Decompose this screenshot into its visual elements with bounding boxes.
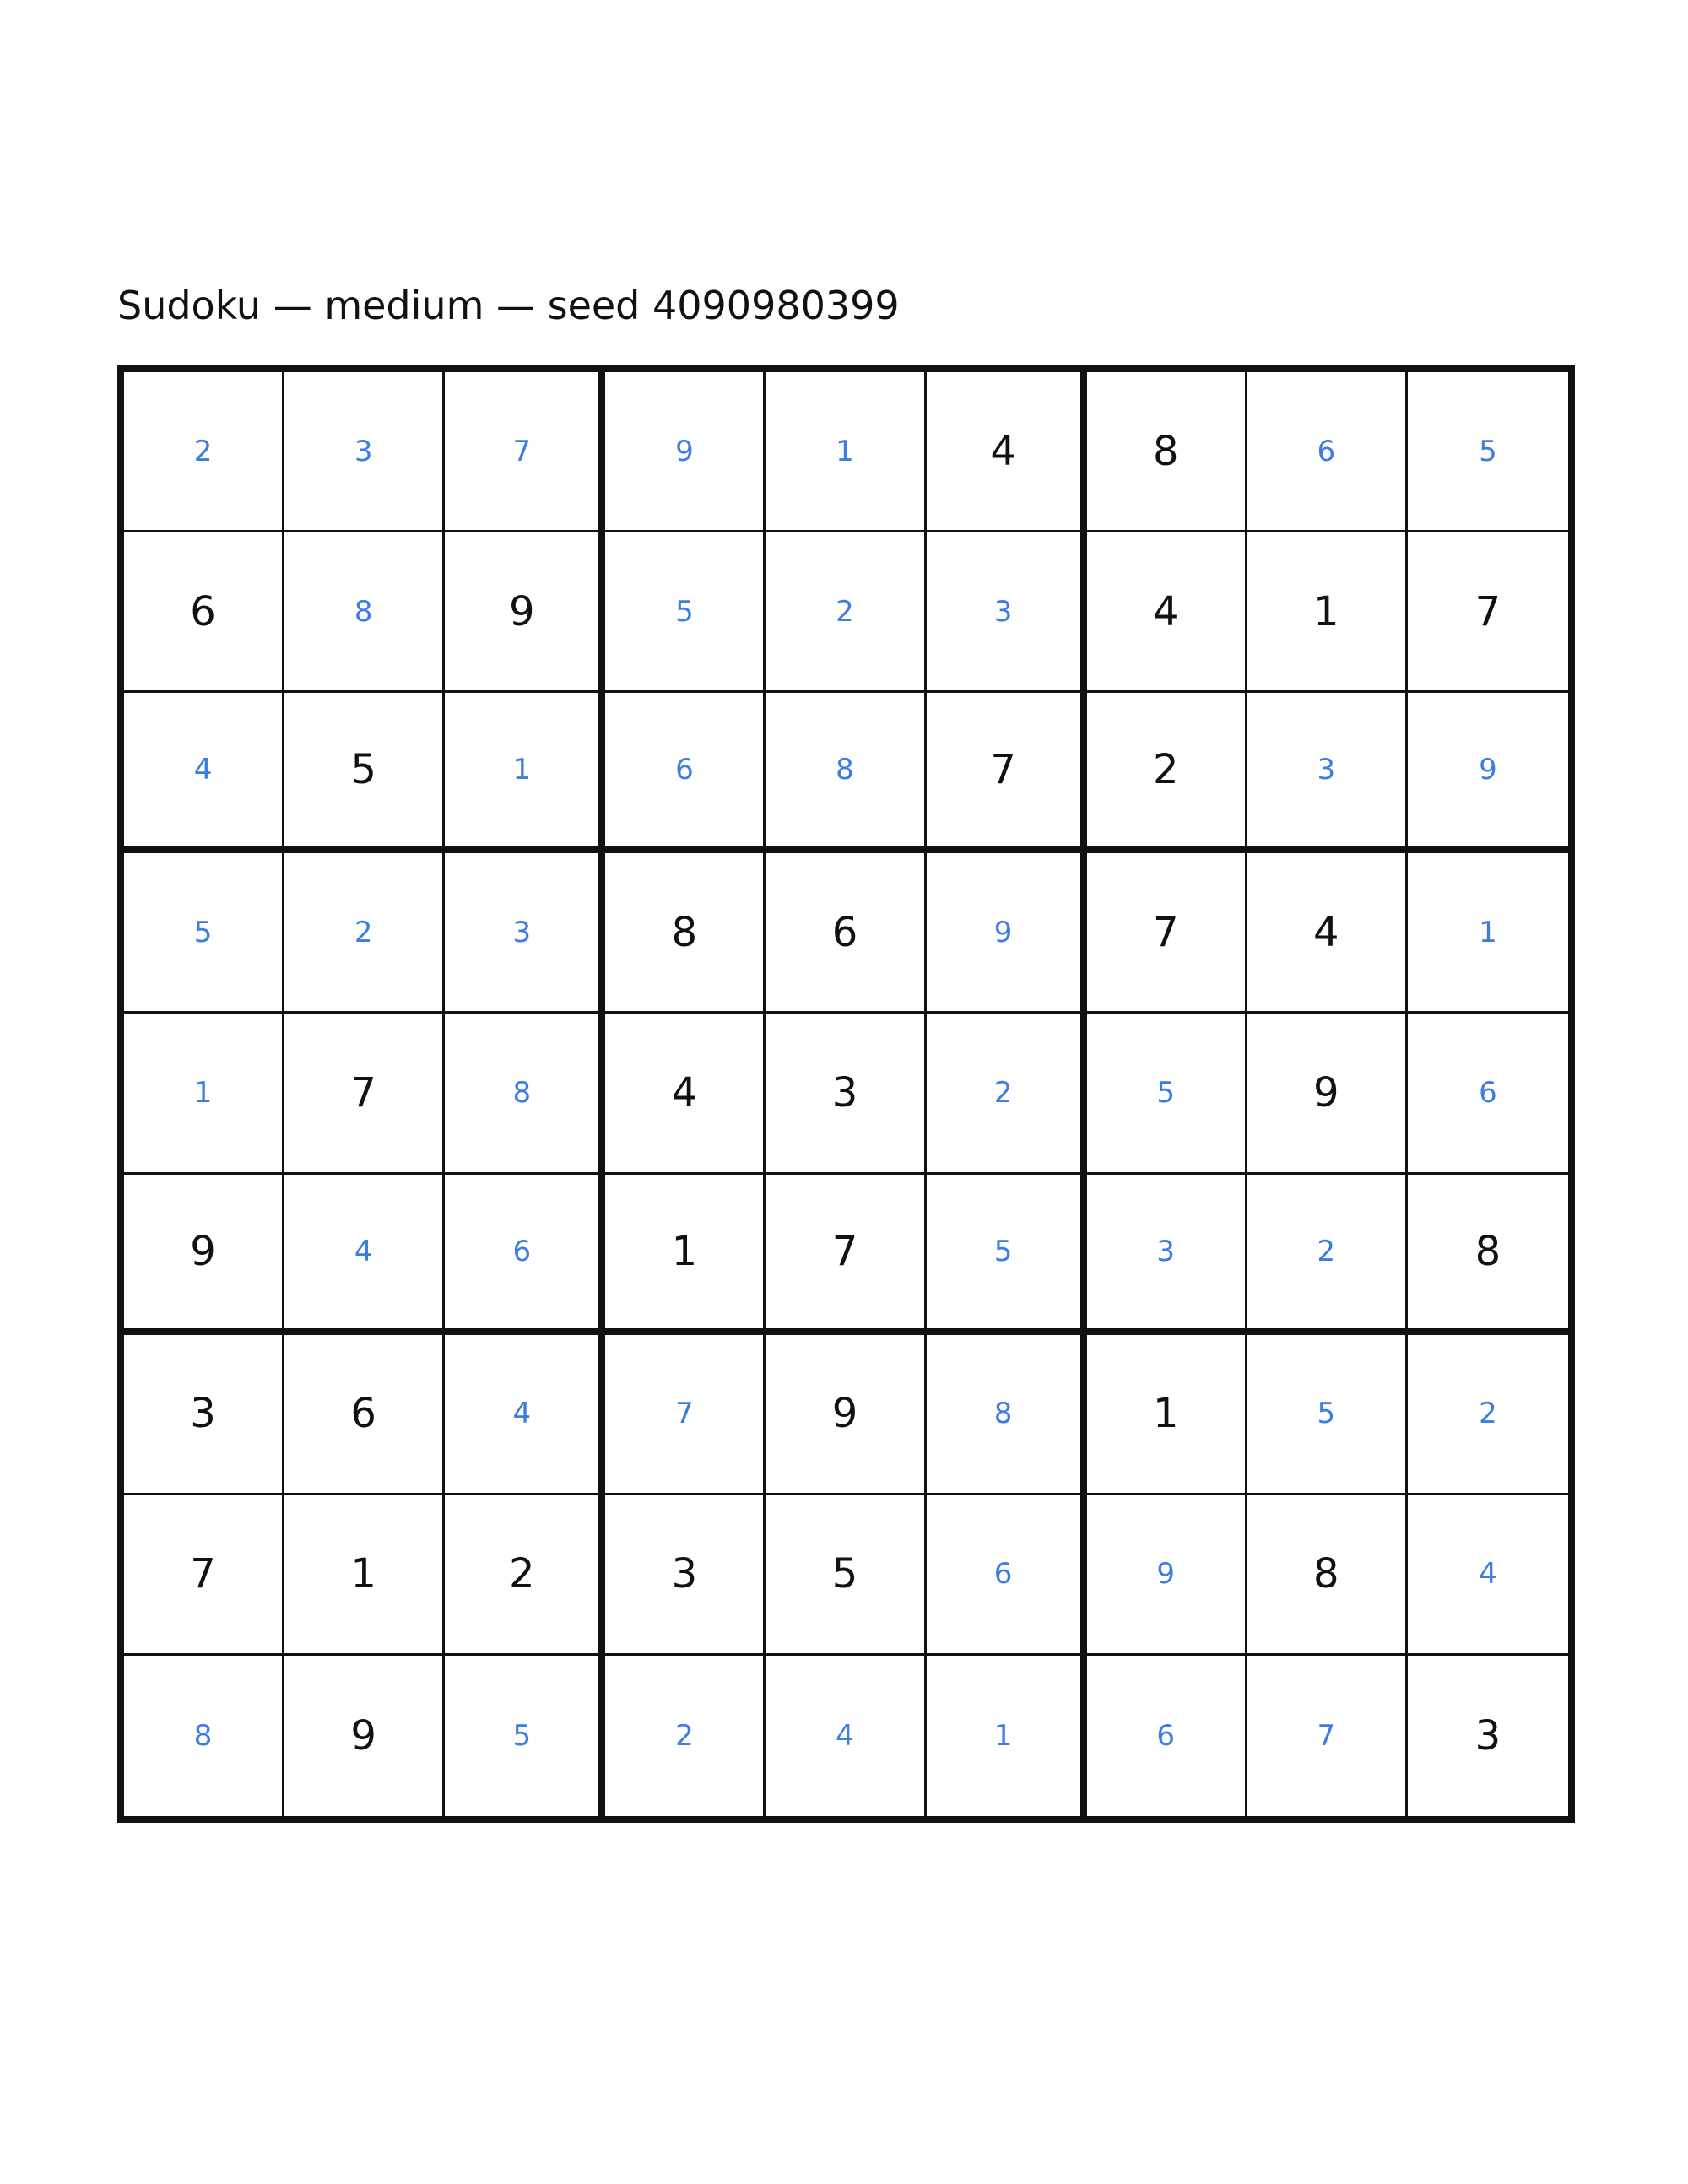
sudoku-cell-r1c1[interactable]: 2 [124,372,284,532]
sudoku-cell-r7c4[interactable]: 7 [605,1335,766,1495]
sudoku-cell-r4c6[interactable]: 9 [927,853,1087,1014]
sudoku-cell-r1c3[interactable]: 7 [445,372,605,532]
sudoku-cell-r3c4[interactable]: 6 [605,693,766,853]
sudoku-cell-r9c4[interactable]: 2 [605,1656,766,1816]
sudoku-cell-r8c1: 7 [124,1495,284,1656]
sudoku-cell-r5c2: 7 [284,1014,445,1174]
sudoku-cell-r8c7[interactable]: 9 [1087,1495,1247,1656]
sudoku-cell-r6c6[interactable]: 5 [927,1175,1087,1335]
sudoku-cell-r8c9[interactable]: 4 [1408,1495,1568,1656]
sudoku-cell-r3c2: 5 [284,693,445,853]
sudoku-cell-r5c9[interactable]: 6 [1408,1014,1568,1174]
sudoku-cell-r7c5: 9 [766,1335,926,1495]
sudoku-cell-r5c7[interactable]: 5 [1087,1014,1247,1174]
sudoku-cell-r5c8: 9 [1247,1014,1408,1174]
sudoku-cell-r2c5[interactable]: 2 [766,532,926,693]
sudoku-cell-r3c5[interactable]: 8 [766,693,926,853]
sudoku-cell-r7c9[interactable]: 2 [1408,1335,1568,1495]
sudoku-cell-r9c9: 3 [1408,1656,1568,1816]
sudoku-cell-r5c5: 3 [766,1014,926,1174]
sudoku-cell-r3c1[interactable]: 4 [124,693,284,853]
sudoku-cell-r6c9: 8 [1408,1175,1568,1335]
sudoku-cell-r2c4[interactable]: 5 [605,532,766,693]
sudoku-cell-r8c2: 1 [284,1495,445,1656]
sudoku-cell-r3c7: 2 [1087,693,1247,853]
sudoku-cell-r8c5: 5 [766,1495,926,1656]
sudoku-cell-r1c6: 4 [927,372,1087,532]
sudoku-cell-r6c3[interactable]: 6 [445,1175,605,1335]
sudoku-cell-r8c4: 3 [605,1495,766,1656]
sudoku-cell-r3c8[interactable]: 3 [1247,693,1408,853]
sudoku-cell-r9c1[interactable]: 8 [124,1656,284,1816]
sudoku-cell-r6c8[interactable]: 2 [1247,1175,1408,1335]
sudoku-cell-r7c7: 1 [1087,1335,1247,1495]
sudoku-cell-r4c5: 6 [766,853,926,1014]
sudoku-cell-r9c2: 9 [284,1656,445,1816]
sudoku-cell-r4c1[interactable]: 5 [124,853,284,1014]
sudoku-cell-r5c4: 4 [605,1014,766,1174]
sudoku-cell-r3c9[interactable]: 9 [1408,693,1568,853]
sudoku-cell-r5c3[interactable]: 8 [445,1014,605,1174]
sudoku-cell-r4c3[interactable]: 3 [445,853,605,1014]
sudoku-cell-r8c6[interactable]: 6 [927,1495,1087,1656]
sudoku-cell-r5c6[interactable]: 2 [927,1014,1087,1174]
sudoku-cell-r9c7[interactable]: 6 [1087,1656,1247,1816]
sudoku-cell-r4c2[interactable]: 2 [284,853,445,1014]
sudoku-cell-r3c6: 7 [927,693,1087,853]
sudoku-cell-r9c6[interactable]: 1 [927,1656,1087,1816]
sudoku-board [117,365,1575,1823]
sudoku-cell-r1c9[interactable]: 5 [1408,372,1568,532]
sudoku-cell-r9c3[interactable]: 5 [445,1656,605,1816]
sudoku-cell-r4c7: 7 [1087,853,1247,1014]
sudoku-cell-r7c6[interactable]: 8 [927,1335,1087,1495]
sudoku-cell-r6c7[interactable]: 3 [1087,1175,1247,1335]
sudoku-cell-r2c9: 7 [1408,532,1568,693]
sudoku-cell-r8c8: 8 [1247,1495,1408,1656]
sudoku-cell-r2c7: 4 [1087,532,1247,693]
puzzle-title: Sudoku — medium — seed 4090980399 [117,283,900,328]
sudoku-cell-r6c1: 9 [124,1175,284,1335]
sudoku-cell-r4c4: 8 [605,853,766,1014]
sudoku-cell-r6c5: 7 [766,1175,926,1335]
sudoku-cell-r6c4: 1 [605,1175,766,1335]
sudoku-cell-r2c8: 1 [1247,532,1408,693]
sudoku-cell-r1c7: 8 [1087,372,1247,532]
sudoku-cell-r4c9[interactable]: 1 [1408,853,1568,1014]
sudoku-cell-r2c1: 6 [124,532,284,693]
sudoku-cell-r2c2[interactable]: 8 [284,532,445,693]
sudoku-cell-r7c2: 6 [284,1335,445,1495]
sudoku-cell-r7c8[interactable]: 5 [1247,1335,1408,1495]
sudoku-cell-r1c4[interactable]: 9 [605,372,766,532]
sudoku-cell-r8c3: 2 [445,1495,605,1656]
sudoku-cell-r2c6[interactable]: 3 [927,532,1087,693]
sudoku-cell-r7c3[interactable]: 4 [445,1335,605,1495]
sudoku-cell-r6c2[interactable]: 4 [284,1175,445,1335]
sudoku-cell-r2c3: 9 [445,532,605,693]
sudoku-cell-r1c8[interactable]: 6 [1247,372,1408,532]
sudoku-cell-r4c8: 4 [1247,853,1408,1014]
sudoku-cell-r1c5[interactable]: 1 [766,372,926,532]
sudoku-cell-r3c3[interactable]: 1 [445,693,605,853]
sudoku-cell-r5c1[interactable]: 1 [124,1014,284,1174]
sudoku-cell-r7c1: 3 [124,1335,284,1495]
sudoku-cell-r9c5[interactable]: 4 [766,1656,926,1816]
sudoku-cell-r9c8[interactable]: 7 [1247,1656,1408,1816]
sudoku-cell-r1c2[interactable]: 3 [284,372,445,532]
